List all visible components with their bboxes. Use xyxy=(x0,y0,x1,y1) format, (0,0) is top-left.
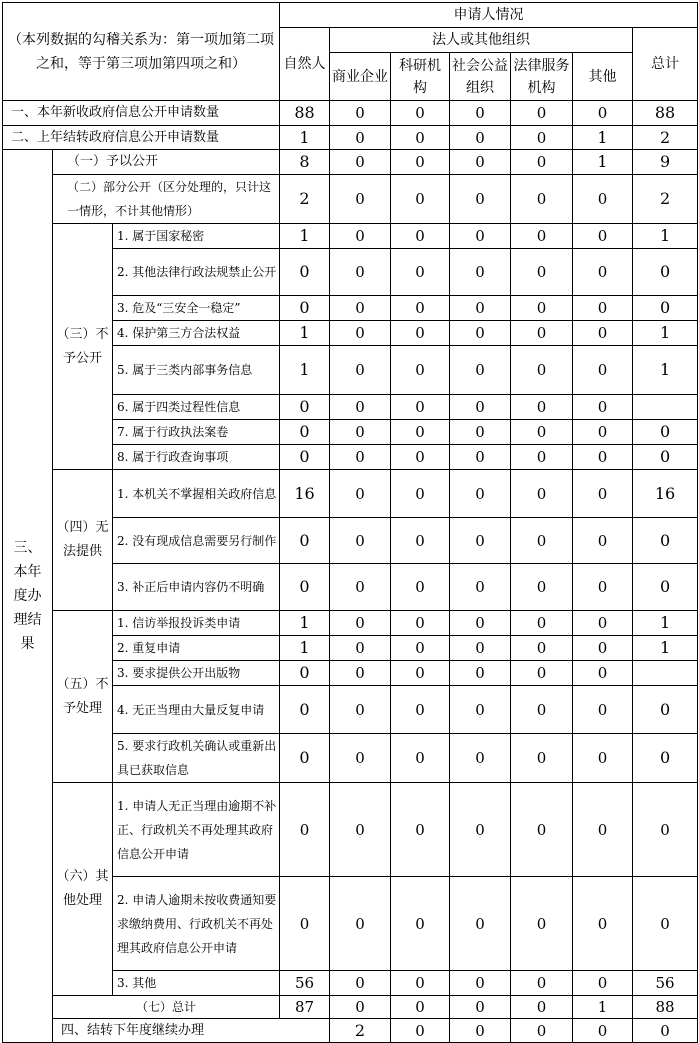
table-row xyxy=(3,783,698,877)
value-cell: 0 xyxy=(450,101,511,126)
org-type-header: 法律服务机构 xyxy=(511,53,573,101)
value-cell: 0 xyxy=(511,636,573,661)
value-cell: 1 xyxy=(633,636,698,661)
value-cell: 0 xyxy=(633,564,698,611)
row-label: 2. 申请人逾期未按收费通知要求缴纳费用、行政机关不再处理其政府信息公开申请 xyxy=(113,877,280,971)
value-cell xyxy=(633,661,698,686)
value-cell: 0 xyxy=(633,877,698,971)
value-cell: 0 xyxy=(330,661,391,686)
row-label: 2. 没有现成信息需要另行制作 xyxy=(113,518,280,564)
value-cell: 0 xyxy=(330,518,391,564)
value-cell: 0 xyxy=(330,877,391,971)
value-cell: 0 xyxy=(511,971,573,996)
section-3-label: 三、本年度办理结果 xyxy=(3,150,53,1043)
value-cell: 0 xyxy=(573,611,633,636)
table-row xyxy=(3,150,698,175)
value-cell: 0 xyxy=(330,420,391,445)
value-cell: 0 xyxy=(330,346,391,395)
value-cell: 0 xyxy=(450,1019,511,1043)
value-cell: 0 xyxy=(330,296,391,321)
legal-org-header: 法人或其他组织 xyxy=(330,28,633,53)
value-cell: 56 xyxy=(280,971,330,996)
value-cell: 0 xyxy=(330,150,391,175)
value-cell: 0 xyxy=(450,734,511,783)
value-cell: 0 xyxy=(330,224,391,249)
value-cell: 0 xyxy=(280,686,330,734)
value-cell: 9 xyxy=(633,150,698,175)
value-cell: 0 xyxy=(573,395,633,420)
value-cell: 0 xyxy=(391,734,450,783)
value-cell: 0 xyxy=(330,101,391,126)
value-cell: 0 xyxy=(511,686,573,734)
value-cell: 0 xyxy=(280,249,330,296)
value-cell: 0 xyxy=(450,296,511,321)
value-cell: 0 xyxy=(450,224,511,249)
row-label: 一、本年新收政府信息公开申请数量 xyxy=(3,101,280,126)
value-cell: 1 xyxy=(633,346,698,395)
value-cell: 0 xyxy=(633,734,698,783)
value-cell: 1 xyxy=(280,321,330,346)
value-cell: 0 xyxy=(511,224,573,249)
value-cell: 0 xyxy=(573,175,633,224)
value-cell: 0 xyxy=(573,564,633,611)
value-cell: 0 xyxy=(450,175,511,224)
value-cell: 0 xyxy=(330,686,391,734)
value-cell: 0 xyxy=(573,249,633,296)
value-cell: 0 xyxy=(450,686,511,734)
value-cell: 0 xyxy=(511,321,573,346)
row-label: （二）部分公开（区分处理的，只计这一情形，不计其他情形） xyxy=(53,175,280,224)
value-cell: 56 xyxy=(633,971,698,996)
value-cell: 0 xyxy=(450,470,511,518)
value-cell: 0 xyxy=(450,877,511,971)
value-cell: 1 xyxy=(633,611,698,636)
value-cell: 0 xyxy=(280,445,330,470)
row-label: 7. 属于行政执法案卷 xyxy=(113,420,280,445)
value-cell: 0 xyxy=(391,395,450,420)
value-cell: 0 xyxy=(450,249,511,296)
value-cell: 0 xyxy=(511,126,573,150)
value-cell: 0 xyxy=(573,1019,633,1043)
value-cell: 0 xyxy=(511,734,573,783)
table-row xyxy=(3,175,698,224)
row-label: 3. 补正后申请内容仍不明确 xyxy=(113,564,280,611)
value-cell: 0 xyxy=(450,346,511,395)
row-label: （七）总计 xyxy=(53,996,280,1019)
value-cell: 0 xyxy=(330,636,391,661)
table-row xyxy=(3,470,698,518)
row-label: 3. 要求提供公开出版物 xyxy=(113,661,280,686)
value-cell: 0 xyxy=(511,996,573,1019)
value-cell: 0 xyxy=(450,150,511,175)
table-row xyxy=(3,101,698,126)
value-cell: 0 xyxy=(280,661,330,686)
value-cell: 0 xyxy=(280,395,330,420)
value-cell: 0 xyxy=(391,518,450,564)
value-cell: 0 xyxy=(573,296,633,321)
org-type-header: 其他 xyxy=(573,53,633,101)
row-label: 1. 信访举报投诉类申请 xyxy=(113,611,280,636)
value-cell: 0 xyxy=(633,249,698,296)
value-cell: 1 xyxy=(573,150,633,175)
value-cell: 0 xyxy=(573,636,633,661)
row-label: 6. 属于四类过程性信息 xyxy=(113,395,280,420)
row-label: 四、结转下年度继续办理 xyxy=(53,1019,330,1043)
row-label: 2. 其他法律行政法规禁止公开 xyxy=(113,249,280,296)
value-cell: 0 xyxy=(450,321,511,346)
value-cell: 0 xyxy=(511,1019,573,1043)
value-cell: 0 xyxy=(391,611,450,636)
category-4-label: （四）无法提供 xyxy=(53,470,113,611)
value-cell: 0 xyxy=(330,734,391,783)
value-cell: 0 xyxy=(573,420,633,445)
value-cell: 0 xyxy=(450,971,511,996)
value-cell: 0 xyxy=(391,224,450,249)
value-cell: 0 xyxy=(391,971,450,996)
value-cell: 0 xyxy=(450,518,511,564)
value-cell: 0 xyxy=(391,996,450,1019)
value-cell: 0 xyxy=(280,296,330,321)
value-cell: 0 xyxy=(391,636,450,661)
natural-person-header: 自然人 xyxy=(280,28,330,101)
value-cell: 0 xyxy=(330,321,391,346)
value-cell: 0 xyxy=(391,1019,450,1043)
value-cell: 1 xyxy=(280,636,330,661)
row-label: 3. 其他 xyxy=(113,971,280,996)
value-cell: 0 xyxy=(511,470,573,518)
value-cell: 0 xyxy=(391,470,450,518)
value-cell: 0 xyxy=(330,783,391,877)
row-label: 1. 申请人无正当理由逾期不补正、行政机关不再处理其政府信息公开申请 xyxy=(113,783,280,877)
value-cell: 1 xyxy=(633,321,698,346)
value-cell: 0 xyxy=(511,101,573,126)
row-label: 8. 属于行政查询事项 xyxy=(113,445,280,470)
value-cell: 0 xyxy=(511,783,573,877)
value-cell: 0 xyxy=(330,470,391,518)
value-cell: 0 xyxy=(573,470,633,518)
value-cell: 0 xyxy=(633,518,698,564)
value-cell: 1 xyxy=(573,996,633,1019)
value-cell: 0 xyxy=(391,101,450,126)
value-cell: 0 xyxy=(391,321,450,346)
table-row xyxy=(3,611,698,636)
total-header: 总计 xyxy=(633,28,698,101)
value-cell: 0 xyxy=(573,445,633,470)
value-cell: 2 xyxy=(633,126,698,150)
value-cell: 0 xyxy=(450,783,511,877)
value-cell: 0 xyxy=(511,150,573,175)
row-label: 3. 危及“三安全一稳定” xyxy=(113,296,280,321)
value-cell: 0 xyxy=(573,877,633,971)
value-cell: 0 xyxy=(450,636,511,661)
value-cell: 0 xyxy=(391,783,450,877)
value-cell: 0 xyxy=(280,734,330,783)
value-cell: 0 xyxy=(280,877,330,971)
row-label: 1. 属于国家秘密 xyxy=(113,224,280,249)
value-cell: 0 xyxy=(573,321,633,346)
value-cell: 0 xyxy=(511,877,573,971)
table-row xyxy=(3,996,698,1019)
value-cell: 0 xyxy=(633,686,698,734)
value-cell: 0 xyxy=(330,175,391,224)
value-cell: 0 xyxy=(330,996,391,1019)
value-cell: 0 xyxy=(511,661,573,686)
value-cell: 0 xyxy=(391,150,450,175)
row-label: 5. 属于三类内部事务信息 xyxy=(113,346,280,395)
value-cell: 0 xyxy=(573,686,633,734)
value-cell: 0 xyxy=(330,971,391,996)
value-cell: 0 xyxy=(450,126,511,150)
value-cell: 1 xyxy=(280,611,330,636)
value-cell: 0 xyxy=(450,420,511,445)
value-cell: 0 xyxy=(330,611,391,636)
value-cell: 0 xyxy=(573,734,633,783)
value-cell: 0 xyxy=(633,783,698,877)
value-cell: 0 xyxy=(511,249,573,296)
value-cell: 8 xyxy=(280,150,330,175)
value-cell xyxy=(633,395,698,420)
value-cell: 0 xyxy=(450,395,511,420)
value-cell: 0 xyxy=(391,175,450,224)
value-cell: 0 xyxy=(573,224,633,249)
value-cell: 0 xyxy=(511,346,573,395)
value-cell: 0 xyxy=(280,783,330,877)
value-cell: 0 xyxy=(633,296,698,321)
value-cell: 0 xyxy=(633,445,698,470)
value-cell: 0 xyxy=(573,971,633,996)
value-cell: 0 xyxy=(633,420,698,445)
value-cell: 0 xyxy=(633,1019,698,1043)
disclosure-statistics-table xyxy=(2,2,698,1043)
row-label: 4. 无正当理由大量反复申请 xyxy=(113,686,280,734)
value-cell: 0 xyxy=(391,877,450,971)
value-cell: 0 xyxy=(330,395,391,420)
value-cell: 0 xyxy=(330,445,391,470)
table-note: （本列数据的勾稽关系为：第一项加第二项之和，等于第三项加第四项之和） xyxy=(3,3,280,101)
value-cell: 88 xyxy=(280,101,330,126)
value-cell: 88 xyxy=(633,101,698,126)
value-cell: 2 xyxy=(280,175,330,224)
value-cell: 0 xyxy=(391,296,450,321)
value-cell: 0 xyxy=(391,564,450,611)
row-label: 二、上年结转政府信息公开申请数量 xyxy=(3,126,280,150)
value-cell: 0 xyxy=(450,996,511,1019)
value-cell: 1 xyxy=(633,224,698,249)
value-cell: 16 xyxy=(280,470,330,518)
value-cell: 0 xyxy=(391,346,450,395)
value-cell: 0 xyxy=(573,661,633,686)
value-cell: 0 xyxy=(391,445,450,470)
value-cell: 1 xyxy=(280,224,330,249)
row-label: 1. 本机关不掌握相关政府信息 xyxy=(113,470,280,518)
value-cell: 2 xyxy=(633,175,698,224)
value-cell: 0 xyxy=(511,420,573,445)
value-cell: 0 xyxy=(391,686,450,734)
table-row xyxy=(3,224,698,249)
row-label: 4. 保护第三方合法权益 xyxy=(113,321,280,346)
value-cell: 0 xyxy=(511,395,573,420)
category-6-label: （六）其他处理 xyxy=(53,783,113,996)
value-cell: 2 xyxy=(330,1019,391,1043)
value-cell: 0 xyxy=(511,175,573,224)
value-cell: 0 xyxy=(450,445,511,470)
org-type-header: 科研机构 xyxy=(391,53,450,101)
value-cell: 0 xyxy=(280,564,330,611)
value-cell: 0 xyxy=(391,420,450,445)
value-cell: 0 xyxy=(391,661,450,686)
value-cell: 0 xyxy=(391,126,450,150)
value-cell: 0 xyxy=(450,611,511,636)
value-cell: 0 xyxy=(511,611,573,636)
value-cell: 0 xyxy=(573,518,633,564)
value-cell: 1 xyxy=(573,126,633,150)
value-cell: 0 xyxy=(391,249,450,296)
value-cell: 0 xyxy=(511,518,573,564)
row-label: 2. 重复申请 xyxy=(113,636,280,661)
value-cell: 1 xyxy=(280,126,330,150)
row-label: （一）予以公开 xyxy=(53,150,280,175)
value-cell: 87 xyxy=(280,996,330,1019)
value-cell: 1 xyxy=(280,346,330,395)
row-label: 5. 要求行政机关确认或重新出具已获取信息 xyxy=(113,734,280,783)
value-cell: 0 xyxy=(573,783,633,877)
value-cell: 0 xyxy=(330,249,391,296)
value-cell: 16 xyxy=(633,470,698,518)
value-cell: 0 xyxy=(330,126,391,150)
value-cell: 0 xyxy=(280,420,330,445)
table-row xyxy=(3,126,698,150)
category-5-label: （五）不予处理 xyxy=(53,611,113,783)
category-3-label: （三）不予公开 xyxy=(53,224,113,470)
value-cell: 0 xyxy=(511,564,573,611)
value-cell: 0 xyxy=(450,661,511,686)
value-cell: 0 xyxy=(573,101,633,126)
value-cell: 0 xyxy=(450,564,511,611)
org-type-header: 商业企业 xyxy=(330,53,391,101)
value-cell: 0 xyxy=(573,346,633,395)
value-cell: 0 xyxy=(280,518,330,564)
table-row xyxy=(3,1019,698,1043)
org-type-header: 社会公益组织 xyxy=(450,53,511,101)
value-cell: 0 xyxy=(330,564,391,611)
applicant-status-header: 申请人情况 xyxy=(280,3,698,28)
value-cell: 0 xyxy=(511,296,573,321)
value-cell: 0 xyxy=(511,445,573,470)
value-cell: 88 xyxy=(633,996,698,1019)
